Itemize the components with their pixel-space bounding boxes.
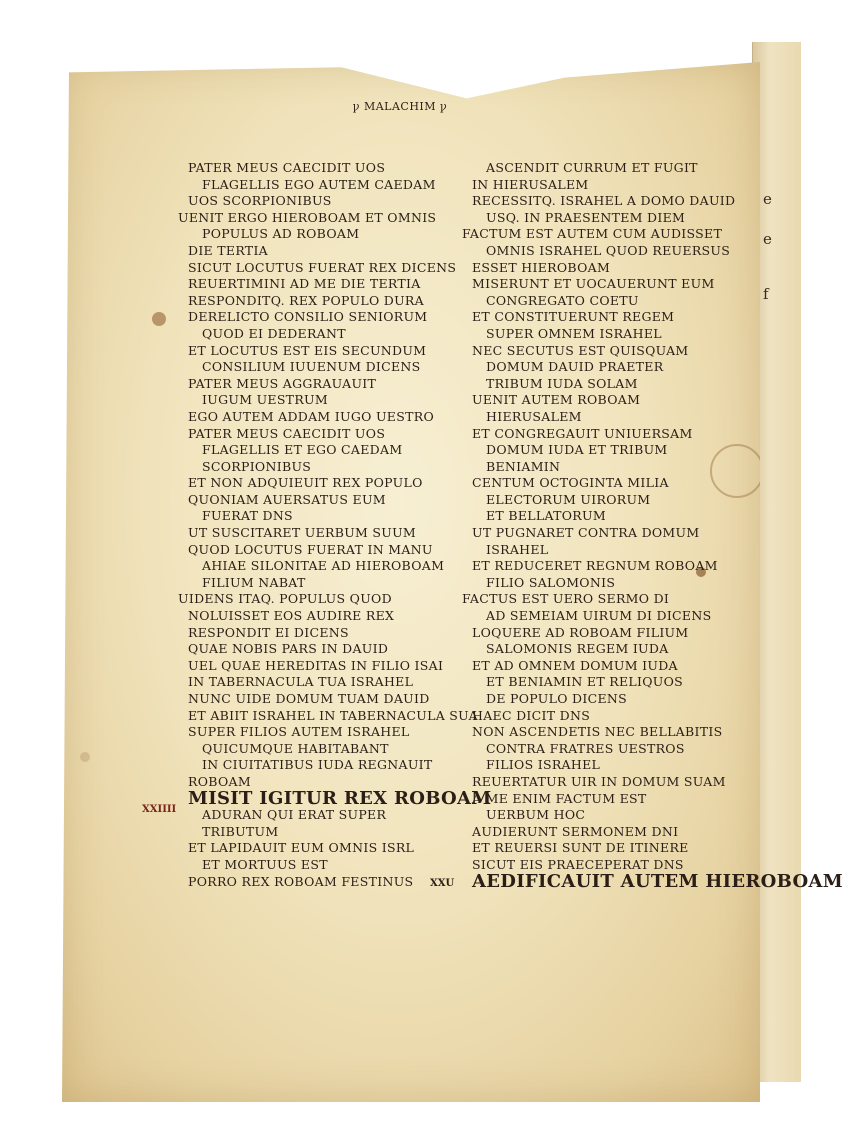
text-line: QUONIAM AUERSATUS EUM: [188, 491, 386, 507]
chapter-number: XXU: [430, 878, 455, 889]
text-line: MISIT IGITUR REX ROBOAM: [188, 787, 492, 809]
text-line: UENIT ERGO HIEROBOAM ET OMNIS: [178, 209, 437, 225]
text-line: DOMUM IUDA ET TRIBUM: [486, 442, 668, 458]
text-line: RESPONDIT EI DICENS: [188, 624, 349, 640]
text-line: REUERTIMINI AD ME DIE TERTIA: [188, 276, 421, 292]
text-line: QUICUMQUE HABITABANT: [202, 740, 389, 756]
text-line: AEDIFICAUIT AUTEM HIEROBOAM: [472, 870, 843, 892]
text-line: CONSILIUM IUUENUM DICENS: [202, 359, 421, 375]
running-header: [0, 100, 800, 113]
text-line: ET LOCUTUS EST EIS SECUNDUM: [188, 342, 427, 358]
text-line: BENIAMIN: [486, 458, 561, 474]
header-mark-icon: ꝩ: [352, 100, 360, 113]
text-line: NEC SECUTUS EST QUISQUAM: [472, 342, 689, 358]
text-line: PORRO REX ROBOAM FESTINUS: [188, 873, 414, 889]
text-line: ET ABIIT ISRAHEL IN TABERNACULA SUA: [188, 707, 478, 723]
text-line: IN HIERUSALEM: [472, 176, 589, 192]
text-line: IUGUM UESTRUM: [202, 392, 328, 408]
text-line: ET BENIAMIN ET RELIQUOS: [486, 674, 683, 690]
text-line: PATER MEUS AGGRAUAUIT: [188, 375, 377, 391]
text-line: ET LAPIDAUIT EUM OMNIS ISRL: [188, 840, 415, 856]
text-line: ASCENDIT CURRUM ET FUGIT: [486, 160, 698, 175]
text-line: ET NON ADQUIEUIT REX POPULO: [188, 475, 423, 491]
text-line: QUOD LOCUTUS FUERAT IN MANU: [188, 541, 433, 557]
text-line: PATER MEUS CAECIDIT UOS: [188, 160, 386, 175]
text-line: ISRAHEL: [486, 541, 549, 557]
text-line: AD SEMEIAM UIRUM DI DICENS: [486, 608, 712, 624]
text-line: FILIUM NABAT: [202, 574, 306, 590]
text-line: IN TABERNACULA TUA ISRAHEL: [188, 674, 414, 690]
text-line: DIE TERTIA: [188, 242, 269, 258]
text-line: RECESSITQ. ISRAHEL A DOMO DAUID: [472, 193, 736, 209]
text-line: ET REDUCERET REGNUM ROBOAM: [472, 558, 718, 574]
text-line: CONTRA FRATRES UESTROS: [486, 740, 685, 756]
text-line: ROBOAM: [188, 773, 251, 789]
text-line: DE POPULO DICENS: [486, 691, 627, 706]
text-line: RESPONDITQ. REX POPULO DURA: [188, 292, 424, 308]
text-line: USQ. IN PRAESENTEM DIEM: [486, 209, 686, 225]
text-line: ELECTORUM UIRORUM: [486, 491, 651, 507]
text-line: UENIT AUTEM ROBOAM: [472, 392, 641, 408]
text-line: AUDIERUNT SERMONEM DNI: [472, 823, 679, 839]
text-line: AHIAE SILONITAE AD HIEROBOAM: [202, 558, 445, 574]
text-line: LOQUERE AD ROBOAM FILIUM: [472, 624, 689, 640]
text-line: MISERUNT ET UOCAUERUNT EUM: [472, 276, 715, 292]
running-title: MALACHIM: [363, 100, 437, 113]
stain: [80, 752, 90, 762]
text-line: ET MORTUUS EST: [202, 856, 328, 872]
text-line: HAEC DICIT DNS: [472, 707, 591, 723]
text-line: UT SUSCITARET UERBUM SUUM: [188, 525, 417, 541]
text-line: UT PUGNARET CONTRA DOMUM: [472, 525, 700, 541]
text-line: ET BELLATORUM: [486, 508, 606, 524]
text-line: FILIOS ISRAHEL: [486, 757, 601, 773]
text-line: FILIO SALOMONIS: [486, 574, 616, 590]
text-line: ET REUERSI SUNT DE ITINERE: [472, 840, 689, 856]
text-line: SICUT EIS PRAECEPERAT DNS: [472, 856, 684, 872]
text-line: UOS SCORPIONIBUS: [188, 193, 332, 209]
text-line: CENTUM OCTOGINTA MILIA: [472, 475, 669, 491]
text-line: FUERAT DNS: [202, 508, 293, 524]
text-line: EGO AUTEM ADDAM IUGO UESTRO: [188, 408, 434, 424]
text-line: UERBUM HOC: [486, 807, 586, 823]
text-line: NON ASCENDETIS NEC BELLABITIS: [472, 724, 723, 740]
text-line: SUPER FILIOS AUTEM ISRAHEL: [188, 724, 410, 740]
text-line: NUNC UIDE DOMUM TUAM DAUID: [188, 691, 430, 706]
text-line: DOMUM DAUID PRAETER: [486, 359, 664, 375]
text-line: HIERUSALEM: [486, 408, 582, 424]
right-column: [462, 160, 843, 892]
text-line: OMNIS ISRAHEL QUOD REUERSUS: [486, 242, 731, 258]
text-line: DERELICTO CONSILIO SENIORUM: [188, 309, 428, 325]
text-line: FACTUS EST UERO SERMO DI: [462, 591, 670, 607]
text-line: ESSET HIEROBOAM: [472, 259, 611, 275]
text-line: ET CONSTITUERUNT REGEM: [472, 309, 675, 325]
text-line: FLAGELLIS ET EGO CAEDAM: [202, 442, 403, 458]
text-line: SICUT LOCUTUS FUERAT REX DICENS: [188, 259, 457, 275]
text-line: CONGREGATO COETU: [486, 292, 639, 308]
text-line: PATER MEUS CAECIDIT UOS: [188, 425, 386, 441]
chapter-number: XXIIII: [142, 804, 177, 815]
text-line: QUOD EI DEDERANT: [202, 325, 346, 341]
text-line: SCORPIONIBUS: [202, 458, 312, 474]
next-leaf-edge: e e f: [752, 42, 801, 1082]
text-line: ET CONGREGAUIT UNIUERSAM: [472, 425, 693, 441]
text-line: A ME ENIM FACTUM EST: [472, 790, 647, 806]
text-line: UEL QUAE HEREDITAS IN FILIO ISAI: [188, 657, 444, 673]
text-line: REUERTATUR UIR IN DOMUM SUAM: [472, 773, 726, 789]
header-mark-icon: ꝩ: [440, 100, 448, 113]
text-line: TRIBUM IUDA SOLAM: [486, 375, 638, 391]
text-line: UIDENS ITAQ. POPULUS QUOD: [178, 591, 392, 607]
text-line: IN CIUITATIBUS IUDA REGNAUIT: [202, 757, 433, 773]
text-line: SALOMONIS REGEM IUDA: [486, 641, 669, 657]
text-line: QUAE NOBIS PARS IN DAUID: [188, 641, 389, 657]
text-line: SUPER OMNEM ISRAHEL: [486, 325, 662, 341]
text-line: ADURAN QUI ERAT SUPER: [202, 807, 387, 823]
text-line: FLAGELLIS EGO AUTEM CAEDAM: [202, 176, 436, 192]
text-line: FACTUM EST AUTEM CUM AUDISSET: [462, 226, 723, 242]
text-line: POPULUS AD ROBOAM: [202, 226, 360, 242]
stain: [152, 312, 166, 326]
text-line: TRIBUTUM: [202, 823, 279, 839]
text-line: ET AD OMNEM DOMUM IUDA: [472, 657, 678, 673]
left-column: [178, 160, 492, 890]
text-line: NOLUISSET EOS AUDIRE REX: [188, 608, 395, 624]
